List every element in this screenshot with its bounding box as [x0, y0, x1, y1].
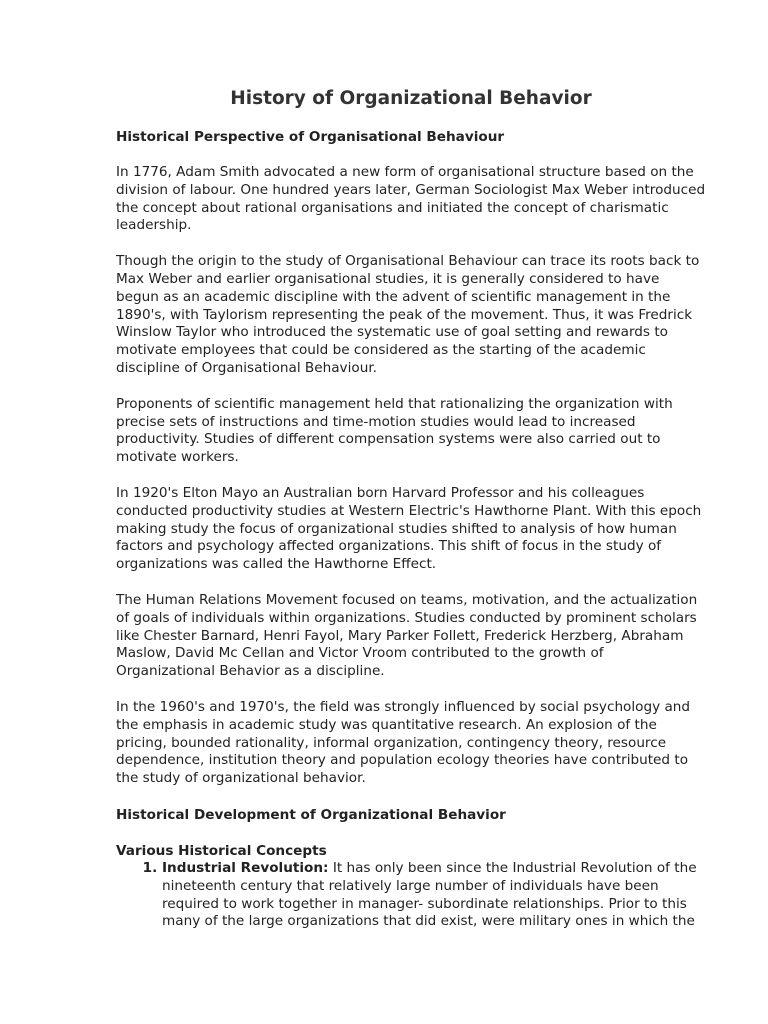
paragraph-human-relations: The Human Relations Movement focused on teams, motivation, and the actualization of goals of individuals within organizations. Studies conducted by prominent scholars like Chester Barnard, Henri Fayol, Mary Parker Follett, Frederick Herzberg, Abraham Maslow, David Mc Cellan and Victor Vroom contributed to the growth of Organizational Behavior as a discipline.	[116, 591, 698, 680]
concept-heading: Industrial Revolution:	[162, 859, 329, 876]
paragraph-adam-smith: In 1776, Adam Smith advocated a new form of organisational structure based on the division of labour. One hundred years later, German Sociologist Max Weber introduced the concept about rational organisations and initiated the concept of charismatic leadership.	[116, 164, 706, 234]
paragraph-1960s-1970s: In the 1960's and 1970's, the field was strongly influenced by social psychology and the emphasis in academic study was quantitative research. An explosion of the pricing, bounded rationality, informal organization, contingency theory, resource dependence, institution theory and population ecology theories have contributed to the study of organizational behavior.	[116, 698, 691, 787]
section-heading-historical-perspective: Historical Perspective of Organisational Behaviour	[116, 129, 505, 145]
document-page	[116, 86, 706, 931]
document-title: History of Organizational Behavior	[230, 88, 592, 109]
paragraph-scientific-management: Proponents of scientific management held that rationalizing the organization with precise sets of instructions and time-motion studies would lead to increased productivity. Studies of different compensation systems were also carried out to motivate workers.	[116, 395, 673, 466]
concept-text: It has only been since the Industrial Revolution of the nineteenth century that relatively large number of individuals have been required to work together in manager- subordinate relationships. Prior to this many of the large organizations that did exist, were military ones in which the	[162, 859, 697, 930]
section-heading-historical-development: Historical Development of Organizational Behavior	[116, 806, 506, 823]
concepts-heading: Various Historical Concepts	[116, 842, 327, 859]
paragraph-origin: Though the origin to the study of Organisational Behaviour can trace its roots back to Max Weber and earlier organisational studies, it is generally considered to have begun as an academic discipline with the advent of scientific management in the 1890's, with Taylorism representing the peak of the movement. Thus, it was Fredrick Winslow Taylor who introduced the systematic use of goal setting and rewards to motivate employees that could be considered as the starting of the academic discipline of Organisational Behaviour.	[116, 253, 700, 376]
concepts-list	[116, 860, 706, 931]
list-item	[162, 860, 706, 931]
paragraph-elton-mayo: In 1920's Elton Mayo an Australian born Harvard Professor and his colleagues conducted productivity studies at Western Electric's Hawthorne Plant. With this epoch making study the focus of organizational studies shifted to analysis of how human factors and psychology affected organizations. This shift of focus in the study of organizations was called the Hawthorne Effect.	[116, 484, 702, 573]
